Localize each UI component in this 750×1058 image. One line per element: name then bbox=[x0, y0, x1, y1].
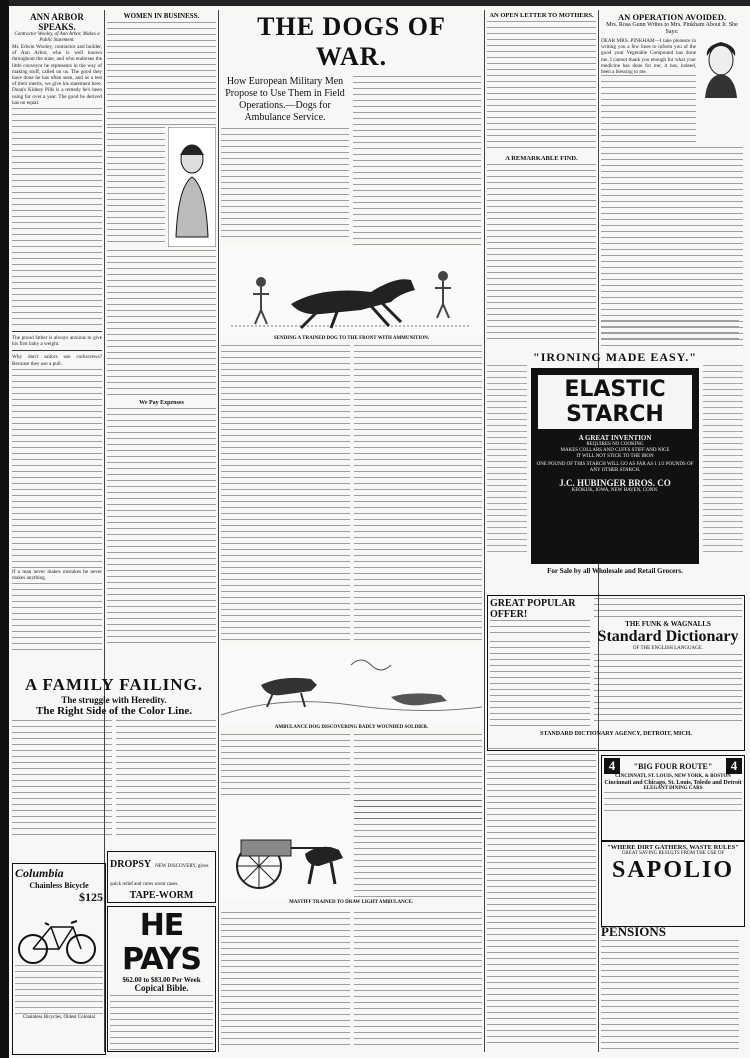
sapolio-dirt: "WHERE DIRT GATHERS, WASTE RULES" bbox=[607, 844, 739, 851]
he-pays-ad bbox=[107, 906, 216, 1052]
elastic-starch-ad bbox=[487, 350, 743, 575]
col5-mid bbox=[601, 320, 739, 344]
starch-tag4: IT WILL NOT STICK TO THE IRON bbox=[576, 454, 654, 459]
dogs-text-4 bbox=[354, 345, 483, 645]
ann-arbor-subhead: Contractor Wooley, of Ann Arbor, Makes a Public Statement. bbox=[14, 32, 100, 43]
ironing-made-easy: "IRONING MADE EASY." bbox=[533, 350, 697, 364]
pensions-title: PENSIONS bbox=[601, 924, 667, 939]
starch-maker: J.C. HUBINGER BROS. CO bbox=[559, 478, 671, 488]
offer-text-1 bbox=[490, 620, 590, 638]
operation-avoided-headline: AN OPERATION AVOIDED. bbox=[618, 12, 726, 22]
dropsy-sub: NEW DISCOVERY, gives quick relief and cures worst cases. bbox=[110, 864, 209, 887]
women-business-text-2 bbox=[107, 127, 165, 247]
remarkable-find-headline: A REMARKABLE FIND. bbox=[505, 155, 578, 162]
dogs-text-8 bbox=[221, 912, 350, 1050]
starch-label: STARCH bbox=[566, 402, 664, 427]
starch-tag5: ONE POUND OF THIS STARCH WILL GO AS FAR AS 1 1/2 POUNDS OF ANY OTHER STARCH. bbox=[536, 462, 694, 473]
he-pays-text bbox=[110, 995, 213, 1052]
bicycle-price: $125 bbox=[79, 890, 103, 904]
operation-avoided-subhead: Mrs. Rosa Gunn Writes to Mrs. Pinkham About It. She Says: bbox=[606, 22, 738, 35]
dogs-of-war-subhead: How European Military Men Propose to Use Them in Field Operations.—Dogs for Ambulance Service. bbox=[225, 76, 345, 123]
women-business-text bbox=[107, 22, 216, 127]
big-four-title: "BIG FOUR ROUTE" bbox=[633, 761, 713, 771]
misc-text bbox=[12, 369, 102, 569]
operation-avoided-body: DEAR MRS. PINKHAM—I take pleasure in writing you a few lines to inform you of the good your Vegetable Compound has done me. I cannot thank you enough for what your medicine has done for me; it has, indeed, been a blessing to me. bbox=[601, 38, 696, 76]
dogs-text-3 bbox=[221, 345, 350, 645]
ann-arbor-headline: ANN ARBOR SPEAKS. bbox=[30, 12, 84, 32]
he-pays-ad-block bbox=[107, 848, 216, 1048]
dogs-text-7 bbox=[354, 800, 482, 900]
mastiff-cart-illustration bbox=[221, 800, 351, 900]
offer-text-3 bbox=[594, 598, 742, 620]
remarkable-find-text bbox=[487, 164, 596, 344]
dogs-of-war-headline: THE DOGS OF WAR. bbox=[257, 12, 446, 71]
family-text-left bbox=[12, 720, 112, 840]
dog-ammunition-illustration bbox=[221, 246, 482, 336]
starch-tag1: A GREAT INVENTION bbox=[578, 434, 652, 442]
dogs-text-7-wrap bbox=[354, 800, 482, 900]
dogs-text-9 bbox=[354, 912, 483, 1050]
sapolio-title: SAPOLIO bbox=[611, 857, 735, 883]
column-4 bbox=[487, 10, 596, 350]
big-four-chicago: Cincinnati and Chicago, St. Louis, Toledo and Detroit bbox=[604, 780, 742, 786]
column-2 bbox=[107, 10, 216, 670]
standard-dictionary-title: Standard Dictionary bbox=[597, 628, 739, 645]
he-pays-sub: Copical Bible. bbox=[134, 983, 189, 993]
column-rule bbox=[484, 10, 485, 1052]
open-letter-headline: AN OPEN LETTER TO MOTHERS. bbox=[489, 12, 594, 19]
bicycle-maker: Chainless Bicycles, Oldest Colonial bbox=[23, 1015, 95, 1020]
bicycle-ad-text bbox=[15, 965, 103, 1015]
mastiff-cart-figure bbox=[221, 800, 413, 906]
starch-side-text-right bbox=[703, 365, 743, 555]
scan-border-top bbox=[0, 0, 750, 6]
dropsy-ad bbox=[107, 851, 216, 903]
starch-side-text-left bbox=[487, 365, 527, 555]
tail-quote: If a man never makes mistakes he never makes anything. bbox=[12, 568, 102, 582]
we-pay-expenses-head: We Pay Expenses bbox=[139, 400, 184, 406]
for-sale-grocers: For Sale by all Wholesale and Retail Grocers. bbox=[547, 567, 683, 575]
women-business-headline: WOMEN IN BUSINESS. bbox=[123, 12, 200, 20]
open-letter-text bbox=[487, 21, 596, 151]
misc-text-2 bbox=[12, 583, 102, 653]
operation-text-b bbox=[601, 147, 743, 347]
big-four-dining: ELEGANT DINING CARS bbox=[643, 786, 703, 791]
sapolio-ad bbox=[601, 841, 745, 927]
col4-bottom bbox=[487, 748, 596, 1048]
funk-wagnalls: THE FUNK & WAGNALLS bbox=[625, 620, 711, 628]
starch-package bbox=[531, 368, 699, 564]
offer-text-2 bbox=[490, 641, 590, 731]
great-offer-title: GREAT POPULAR OFFER! bbox=[490, 598, 576, 620]
big-four-ad bbox=[601, 755, 745, 841]
column-rule bbox=[218, 10, 219, 1052]
big-four-logo-right: 4 bbox=[726, 758, 742, 774]
tape-worm-title: TAPE-WORM bbox=[129, 890, 194, 901]
bicycle-ad bbox=[12, 863, 106, 1055]
pensions-ad bbox=[601, 924, 739, 1050]
quote-sailors: Why don't sailors use corkscrews? Because they use a pull. bbox=[12, 354, 102, 367]
women-business-text-3 bbox=[107, 250, 216, 400]
family-failing-headline: A FAMILY FAILING. bbox=[24, 675, 204, 694]
starch-tag3: MAKES COLLARS AND CUFFS STIFF AND NICE bbox=[560, 448, 670, 453]
bicycle-brand: Chainless Bicycle bbox=[29, 881, 89, 890]
big-four-text bbox=[604, 792, 742, 812]
mrs-gunn-portrait bbox=[699, 38, 743, 98]
big-four-cities: CINCINNATI, ST. LOUIS, NEW YORK, & BOSTON bbox=[615, 774, 731, 779]
dictionary-agency: STANDARD DICTIONARY AGENCY, DETROIT, MICH. bbox=[540, 731, 692, 737]
ann-arbor-body: Mr. Edwin Wooley, contractor and builder, of Ann Arbor, who is well known throughout the state, and who endorses the little conveyor he represents in the way of making stuff, called on us. The good they have done he has often seen, and as a test of their merits, we give his statement here. Doan's Kidney Pills is a remedy he's been using for over a year. The good he derived has no equal. bbox=[12, 44, 102, 106]
col4-bottom-text bbox=[487, 748, 596, 1048]
family-failing-article bbox=[12, 675, 216, 840]
starch-tag2: REQUIRES NO COOKING bbox=[586, 442, 644, 447]
dogs-text-1 bbox=[221, 128, 349, 238]
dogs-tail-text bbox=[221, 912, 482, 1050]
sapolio-saving: GREAT SAVING RESULTS FROM THE USE OF bbox=[621, 851, 725, 856]
bicycle-brand-script: Columbia bbox=[15, 866, 64, 880]
col5-mid-text bbox=[601, 320, 739, 344]
scan-border-left bbox=[0, 0, 9, 1058]
family-failing-sub: The struggle with Heredity. bbox=[61, 695, 167, 705]
dropsy-title: DROPSY bbox=[110, 859, 152, 870]
standard-dictionary-ad bbox=[487, 595, 745, 751]
caption-ammunition: SENDING A TRAINED DOG TO THE FRONT WITH AMMUNITION. bbox=[273, 336, 430, 341]
bicycle-illustration bbox=[15, 905, 99, 965]
dictionary-text bbox=[594, 654, 742, 724]
he-pays-price: $62.00 to $83.00 Per Week bbox=[122, 976, 201, 984]
caption-mastiff: MASTIFF TRAINED TO DRAW LIGHT AMBULANCE. bbox=[289, 900, 413, 905]
operation-text-a bbox=[601, 75, 696, 145]
he-pays-title: HE PAYS bbox=[122, 908, 201, 977]
pull-quote: The proud father is always anxious to give his first baby a weight. bbox=[12, 335, 102, 348]
pensions-text bbox=[601, 940, 739, 1050]
english-language: OF THE ENGLISH LANGUAGE. bbox=[632, 646, 704, 651]
column-5 bbox=[601, 10, 743, 350]
ambulance-dog-illustration bbox=[221, 645, 482, 725]
woman-portrait bbox=[168, 127, 216, 247]
family-text-right bbox=[116, 720, 216, 840]
family-failing-sub2: The Right Side of the Color Line. bbox=[36, 705, 192, 717]
ann-arbor-body-continued bbox=[12, 108, 102, 328]
caption-ambulance-dog: AMBULANCE DOG DISCOVERING BADLY WOUNDED SOLDIER. bbox=[274, 725, 429, 730]
dogs-text-2 bbox=[353, 76, 481, 246]
starch-city: KEOKUK, IOWA, NEW HAVEN, CONN. bbox=[571, 488, 659, 493]
elastic-label: ELASTIC bbox=[564, 377, 666, 402]
big-four-logo-left: 4 bbox=[604, 758, 620, 774]
col2-small-ads bbox=[107, 408, 216, 648]
